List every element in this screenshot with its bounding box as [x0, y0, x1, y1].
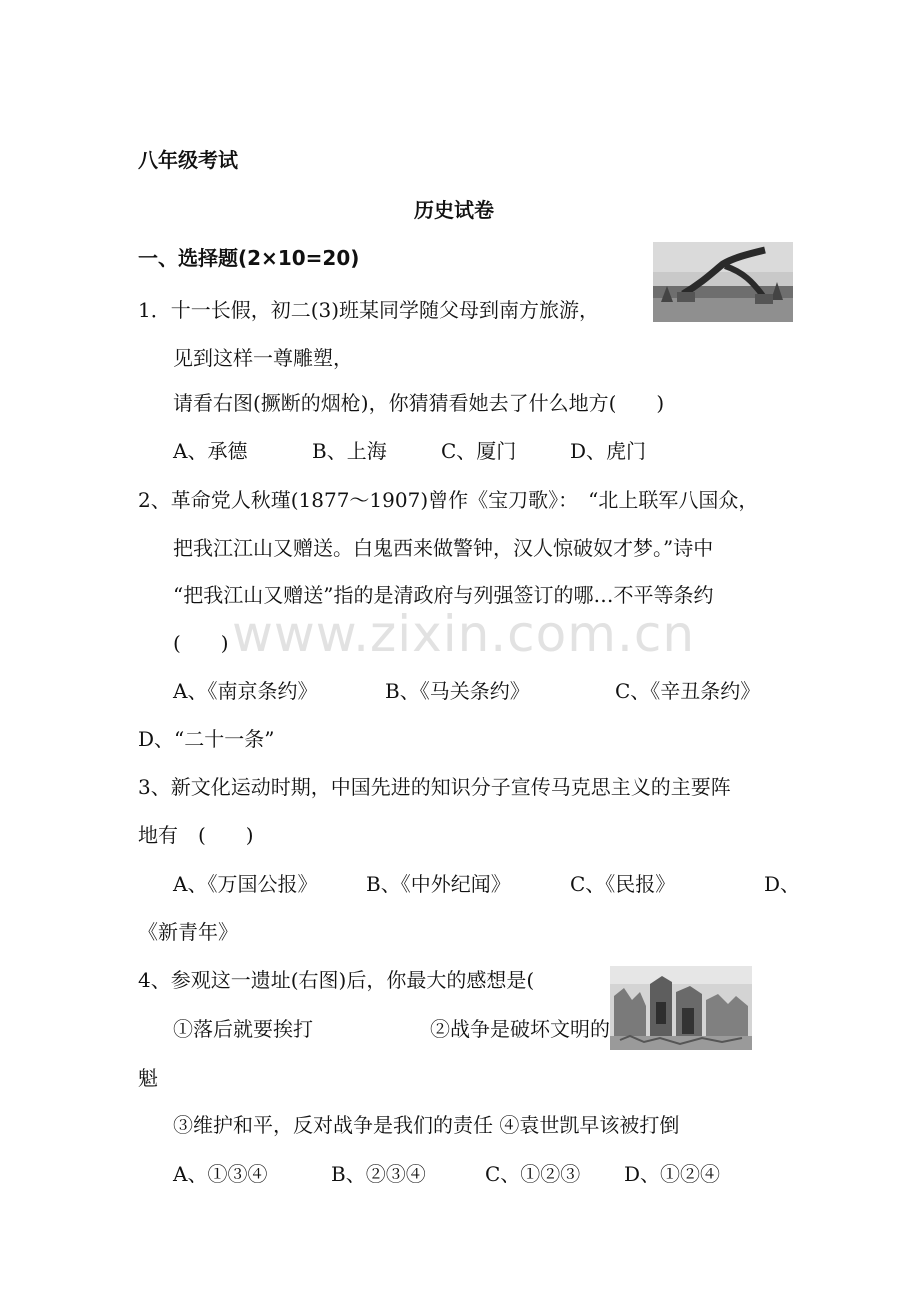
q3-line-1: 3、新文化运动时期，中国先进的知识分子宣传马克思主义的主要阵 — [138, 775, 731, 799]
q2-option-c: C、《辛丑条约》 — [615, 679, 761, 703]
q4-line-1: 4、参观这一遗址(右图)后，你最大的感想是( — [138, 968, 535, 992]
q4-choices-3-4: ③维护和平，反对战争是我们的责任 ④袁世凯早该被打倒 — [173, 1113, 680, 1137]
q1-option-d: D、虎门 — [570, 439, 647, 463]
q1-line-2: 见到这样一尊雕塑， — [173, 346, 353, 370]
q4-choice-2: ②战争是破坏文明的 — [430, 1017, 610, 1041]
q4-option-d: D、①②④ — [624, 1162, 721, 1186]
q2-line-4: ( ) — [173, 631, 229, 655]
q3-option-d-text: 《新青年》 — [138, 920, 238, 944]
q2-option-d: D、“二十一条” — [138, 727, 275, 751]
sculpture-photo-icon — [653, 242, 793, 322]
q2-line-3: “把我江山又赠送”指的是清政府与列强签订的哪…不平等条约 — [173, 583, 714, 607]
q1-option-a: A、承德 — [173, 439, 248, 463]
q4-choice-1: ①落后就要挨打 — [173, 1017, 313, 1041]
q3-option-c: C、《民报》 — [570, 872, 676, 896]
q2-option-b: B、《马关条约》 — [385, 679, 530, 703]
q1-line-3: 请看右图(撅断的烟枪)，你猜猜看她去了什么地方( ) — [173, 391, 665, 415]
q4-option-c: C、①②③ — [485, 1162, 581, 1186]
q4-option-a: A、①③④ — [173, 1162, 268, 1186]
ruins-photo-icon — [610, 966, 752, 1050]
section-heading: 一、选择题(2×10=20) — [138, 246, 360, 270]
q4-option-b: B、②③④ — [331, 1162, 426, 1186]
q1-option-c: C、厦门 — [441, 439, 517, 463]
page-title: 历史试卷 — [414, 198, 494, 222]
ruins-site-image — [610, 966, 752, 1050]
q3-option-a: A、《万国公报》 — [173, 872, 318, 896]
q2-line-2: 把我江江山又赠送。白鬼西来做警钟，汉人惊破奴才梦。”诗中 — [173, 536, 714, 560]
q4-choice-2-continued: 魁 — [138, 1066, 158, 1090]
exam-grade-title: 八年级考试 — [138, 148, 238, 172]
q3-line-2: 地有 ( ) — [138, 823, 254, 847]
q3-option-b: B、《中外纪闻》 — [366, 872, 511, 896]
q2-option-a: A、《南京条约》 — [173, 679, 318, 703]
site-watermark: www.zixin.com.cn — [232, 605, 696, 663]
q3-option-d: D、 — [764, 872, 801, 896]
broken-opium-pipe-sculpture-image — [653, 242, 793, 322]
q1-line-1: 1．十一长假，初二(3)班某同学随父母到南方旅游， — [138, 298, 600, 322]
q2-line-1: 2、革命党人秋瑾(1877～1907)曾作《宝刀歌》： “北上联军八国众， — [138, 488, 759, 512]
q1-option-b: B、上海 — [312, 439, 387, 463]
